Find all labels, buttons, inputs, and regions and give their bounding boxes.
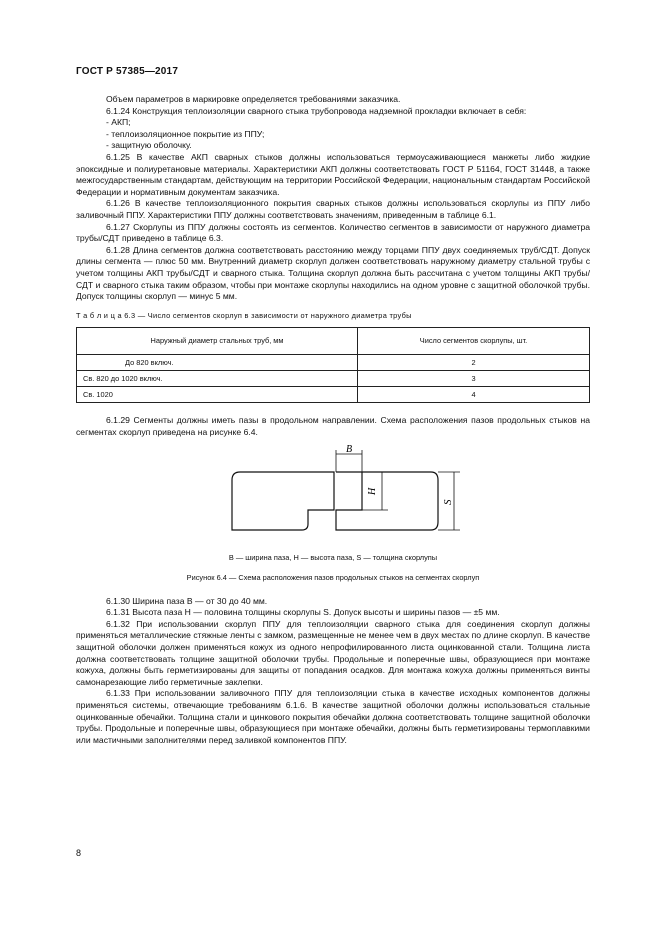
left-segment-shape	[232, 472, 334, 530]
list-item: - теплоизоляционное покрытие из ППУ;	[106, 128, 265, 139]
table-row	[77, 355, 590, 371]
table-row	[77, 387, 590, 403]
paragraph-6-1-30: 6.1.30 Ширина паза B — от 30 до 40 мм.	[106, 595, 268, 606]
paragraph-6-1-31: 6.1.31 Высота паза H — половина толщины скорлупы S. Допуск высоты и ширины пазов — ±5 мм.	[106, 607, 500, 618]
shell-thickness-label: S	[442, 499, 454, 506]
paragraph-6-1-28: 6.1.28 Длина сегментов должна соответствовать расстоянию между торцами ППУ двух соединяемых труб/СДТ. Допуск длины сегмента — плюс 50 мм. Внутренний диаметр скорлуп должен соответствовать наружному диаметру стальной трубы с учетом толщины АКП трубы/СДТ и сварного стыка. Толщина скорлуп должна быть рассчитана с учетом толщины АКП трубы/СДТ и сварного стыка таким образом, чтобы при монтаже скорлупы находились на одном уровне с защитной оболочкой трубы. Допуск толщины скорлуп — минус 5 мм.	[76, 244, 590, 302]
table-caption: Т а б л и ц а 6.3 — Число сегментов скорлуп в зависимости от наружного диаметра трубы	[76, 310, 412, 320]
groove-diagram	[76, 444, 590, 552]
figure-caption: Рисунок 6.4 — Схема расположения пазов продольных стыков на сегментах скорлуп	[186, 573, 480, 583]
table-cell-segments: 3	[358, 371, 590, 387]
groove-diagram-svg	[76, 444, 590, 552]
table-row	[77, 371, 590, 387]
document-body	[76, 94, 590, 746]
paragraph-6-1-29: 6.1.29 Сегменты должны иметь пазы в продольном направлении. Схема расположения пазов продольных стыков на сегментах скорлуп приведена на рисунке 6.4.	[76, 415, 590, 437]
paragraph-6-1-32: 6.1.32 При использовании скорлуп ППУ для теплоизоляции сварного стыка для соединения скорлуп должны применяться металлические стяжные ленты с замком, размещенные не менее чем в двух местах по длине скорлуп. В качестве защитной оболочки должен применяться кожух из одного непрофилированного листа оцинкованной стали. Толщина листа должна соответствовать толщине защитной оболочки трубы. Продольные и поперечные швы, образующиеся при монтаже кожуха, должны быть герметизированы для защиты от попадания осадков. Для монтажа кожуха должны применяться винты самонарезающие либо герметичные заклепки.	[76, 618, 590, 687]
table-cell-diameter: Св. 1020	[77, 387, 358, 403]
list-item: - АКП;	[106, 117, 131, 128]
table-cell-diameter: Св. 820 до 1020 включ.	[77, 371, 358, 387]
paragraph-6-1-26: 6.1.26 В качестве теплоизоляционного покрытия сварных стыков должны использоваться скорлупы из ППУ либо заливочный ППУ. Характеристики ППУ должны соответствовать значениям, приведенным в таблице 6.1.	[76, 198, 590, 220]
paragraph-6-1-33: 6.1.33 При использовании заливочного ППУ для теплоизоляции стыка в качестве исходных компонентов должны применяться системы, отвечающие требованиям 6.1.6. В качестве защитной оболочки должны использоваться стальные оцинкованные обечайки. Толщина стали и цинкового покрытия обечайки должна соответствовать толщине защитной оболочки трубы. Продольные и поперечные швы, образующиеся при монтаже обечайки, должны быть герметизированы термоплавкими или мастичными заполнителями перед заливкой компонентов ППУ.	[76, 688, 590, 745]
table-header-diameter: Наружный диаметр стальных труб, мм	[77, 328, 358, 355]
paragraph-6-1-24: 6.1.24 Конструкция теплоизоляции сварного стыка трубопровода надземной прокладки включает в себя:	[106, 105, 527, 116]
figure-legend: B — ширина паза, H — высота паза, S — толщина скорлупы	[228, 553, 438, 563]
table-header-segments: Число сегментов скорлупы, шт.	[358, 328, 590, 355]
groove-height-label: H	[367, 488, 378, 496]
groove-width-label: B	[346, 444, 353, 456]
table-header-row	[77, 328, 590, 355]
list-item: - защитную оболочку.	[106, 140, 192, 151]
paragraph: Объем параметров в маркировке определяется требованиями заказчика.	[106, 94, 401, 104]
right-segment-shape	[336, 472, 438, 530]
table-cell-segments: 4	[358, 387, 590, 403]
table-cell-diameter: До 820 включ.	[77, 355, 358, 371]
table-cell-segments: 2	[358, 355, 590, 371]
paragraph-6-1-25: 6.1.25 В качестве АКП сварных стыков должны использоваться термоусаживающиеся манжеты либо жидкие эпоксидные и полиуретановые материалы. Характеристики АКП должны соответствовать ГОСТ Р 51164, ГОСТ 31448, а также межгосударственным стандартам, действующим на территории Российской Федерации, национальным стандартам Российской Федерации и нормативным документам заказчика.	[76, 151, 590, 197]
segments-table	[76, 327, 590, 403]
document-header: ГОСТ Р 57385—2017	[76, 66, 179, 77]
page-number: 8	[76, 848, 82, 858]
paragraph-6-1-27: 6.1.27 Скорлупы из ППУ должны состоять из сегментов. Количество сегментов в зависимости от наружного диаметра трубы/СДТ приведено в таблице 6.3.	[76, 221, 590, 244]
